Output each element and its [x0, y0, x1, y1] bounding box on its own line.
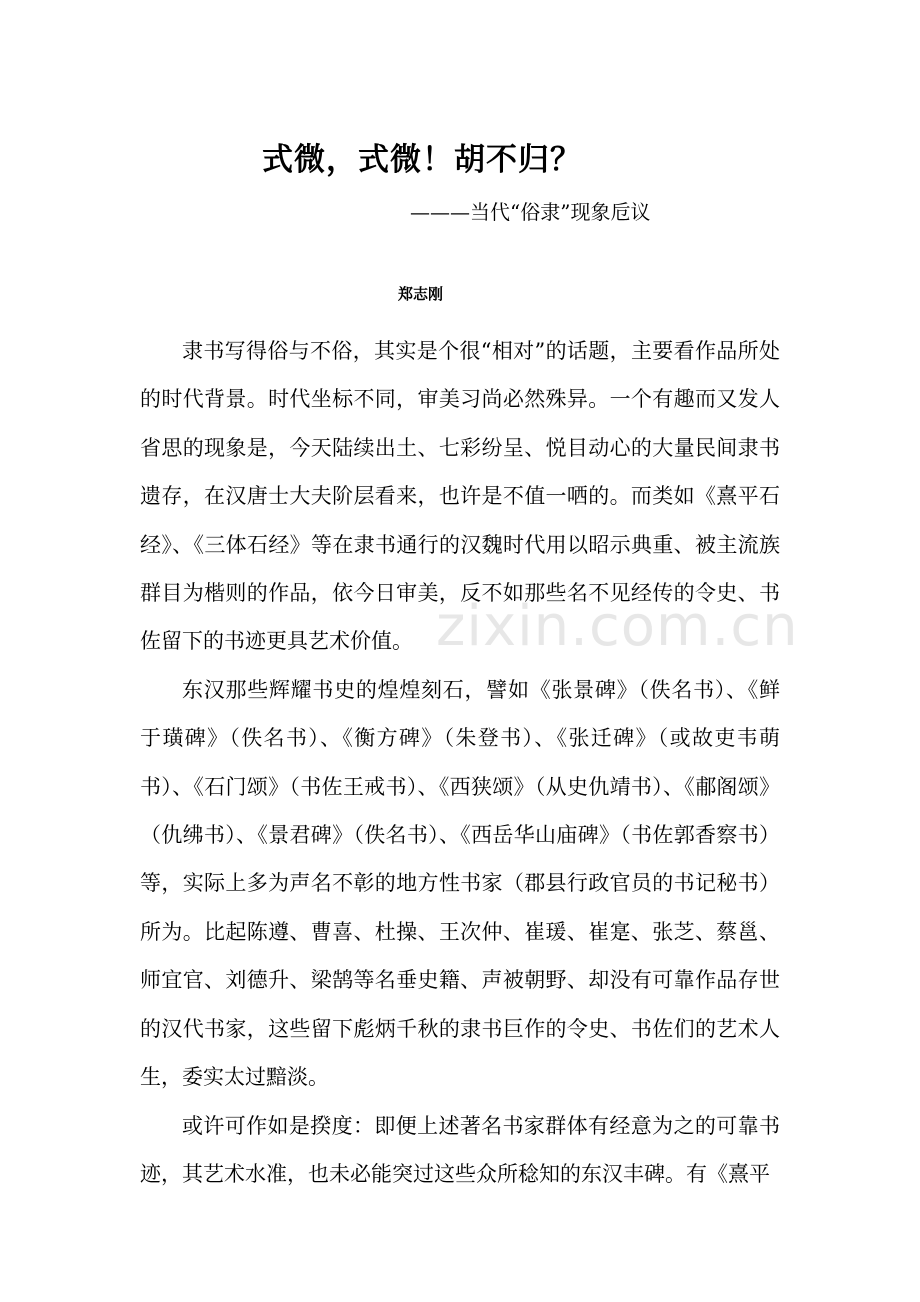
watermark: zixin.com.cn [436, 594, 799, 659]
paragraph: 隶书写得俗与不俗，其实是个很“相对”的话题，主要看作品所处的时代背景。时代坐标不同，审美习尚必然殊异。一个有趣而又发人省思的现象是，今天陆续出土、七彩纷呈、悦目动心的大量民间隶书遗存，在汉唐士大夫阶层看来，也许是不值一哂的。而类如《熹平石经》、《三体石经》等在隶书通行的汉魏时代用以昭示典重、被主流族群目为楷则的作品，依今日审美，反不如那些名不见经传的令史、书佐留下的书迹更具艺术价值。 [140, 339, 780, 654]
document-title: 式微，式微！胡不归？ [262, 142, 582, 178]
document-subtitle: ———当代“俗隶”现象卮议 [410, 200, 651, 224]
article-body [140, 327, 780, 1198]
paragraph: 东汉那些辉耀书史的煌煌刻石，譬如《张景碑》（佚名书）、《鲜于璜碑》（佚名书）、《衡方碑》（朱登书）、《张迁碑》（或故吏韦萌书）、《石门颂》（书佐王戒书）、《西狭颂》（从史仇靖书）、《郙阁颂》（仇绋书）、《景君碑》（佚名书）、《西岳华山庙碑》（书佐郭香察书）等，实际上多为声名不彰的地方性书家（郡县行政官员的书记秘书）所为。比起陈遵、曹喜、杜操、王次仲、崔瑗、崔寔、张芝、蔡邕、师宜官、刘德升、梁鹄等名垂史籍、声被朝野、却没有可靠作品存世的汉代书家，这些留下彪炳千秋的隶书巨作的令史、书佐们的艺术人生，委实太过黯淡。 [140, 677, 780, 1090]
author-name: 郑志刚 [398, 285, 444, 303]
paragraph: 或许可作如是揆度：即便上述著名书家群体有经意为之的可靠书迹，其艺术水准，也未必能突过这些众所稔知的东汉丰碑。有《熹平 [140, 1113, 780, 1186]
